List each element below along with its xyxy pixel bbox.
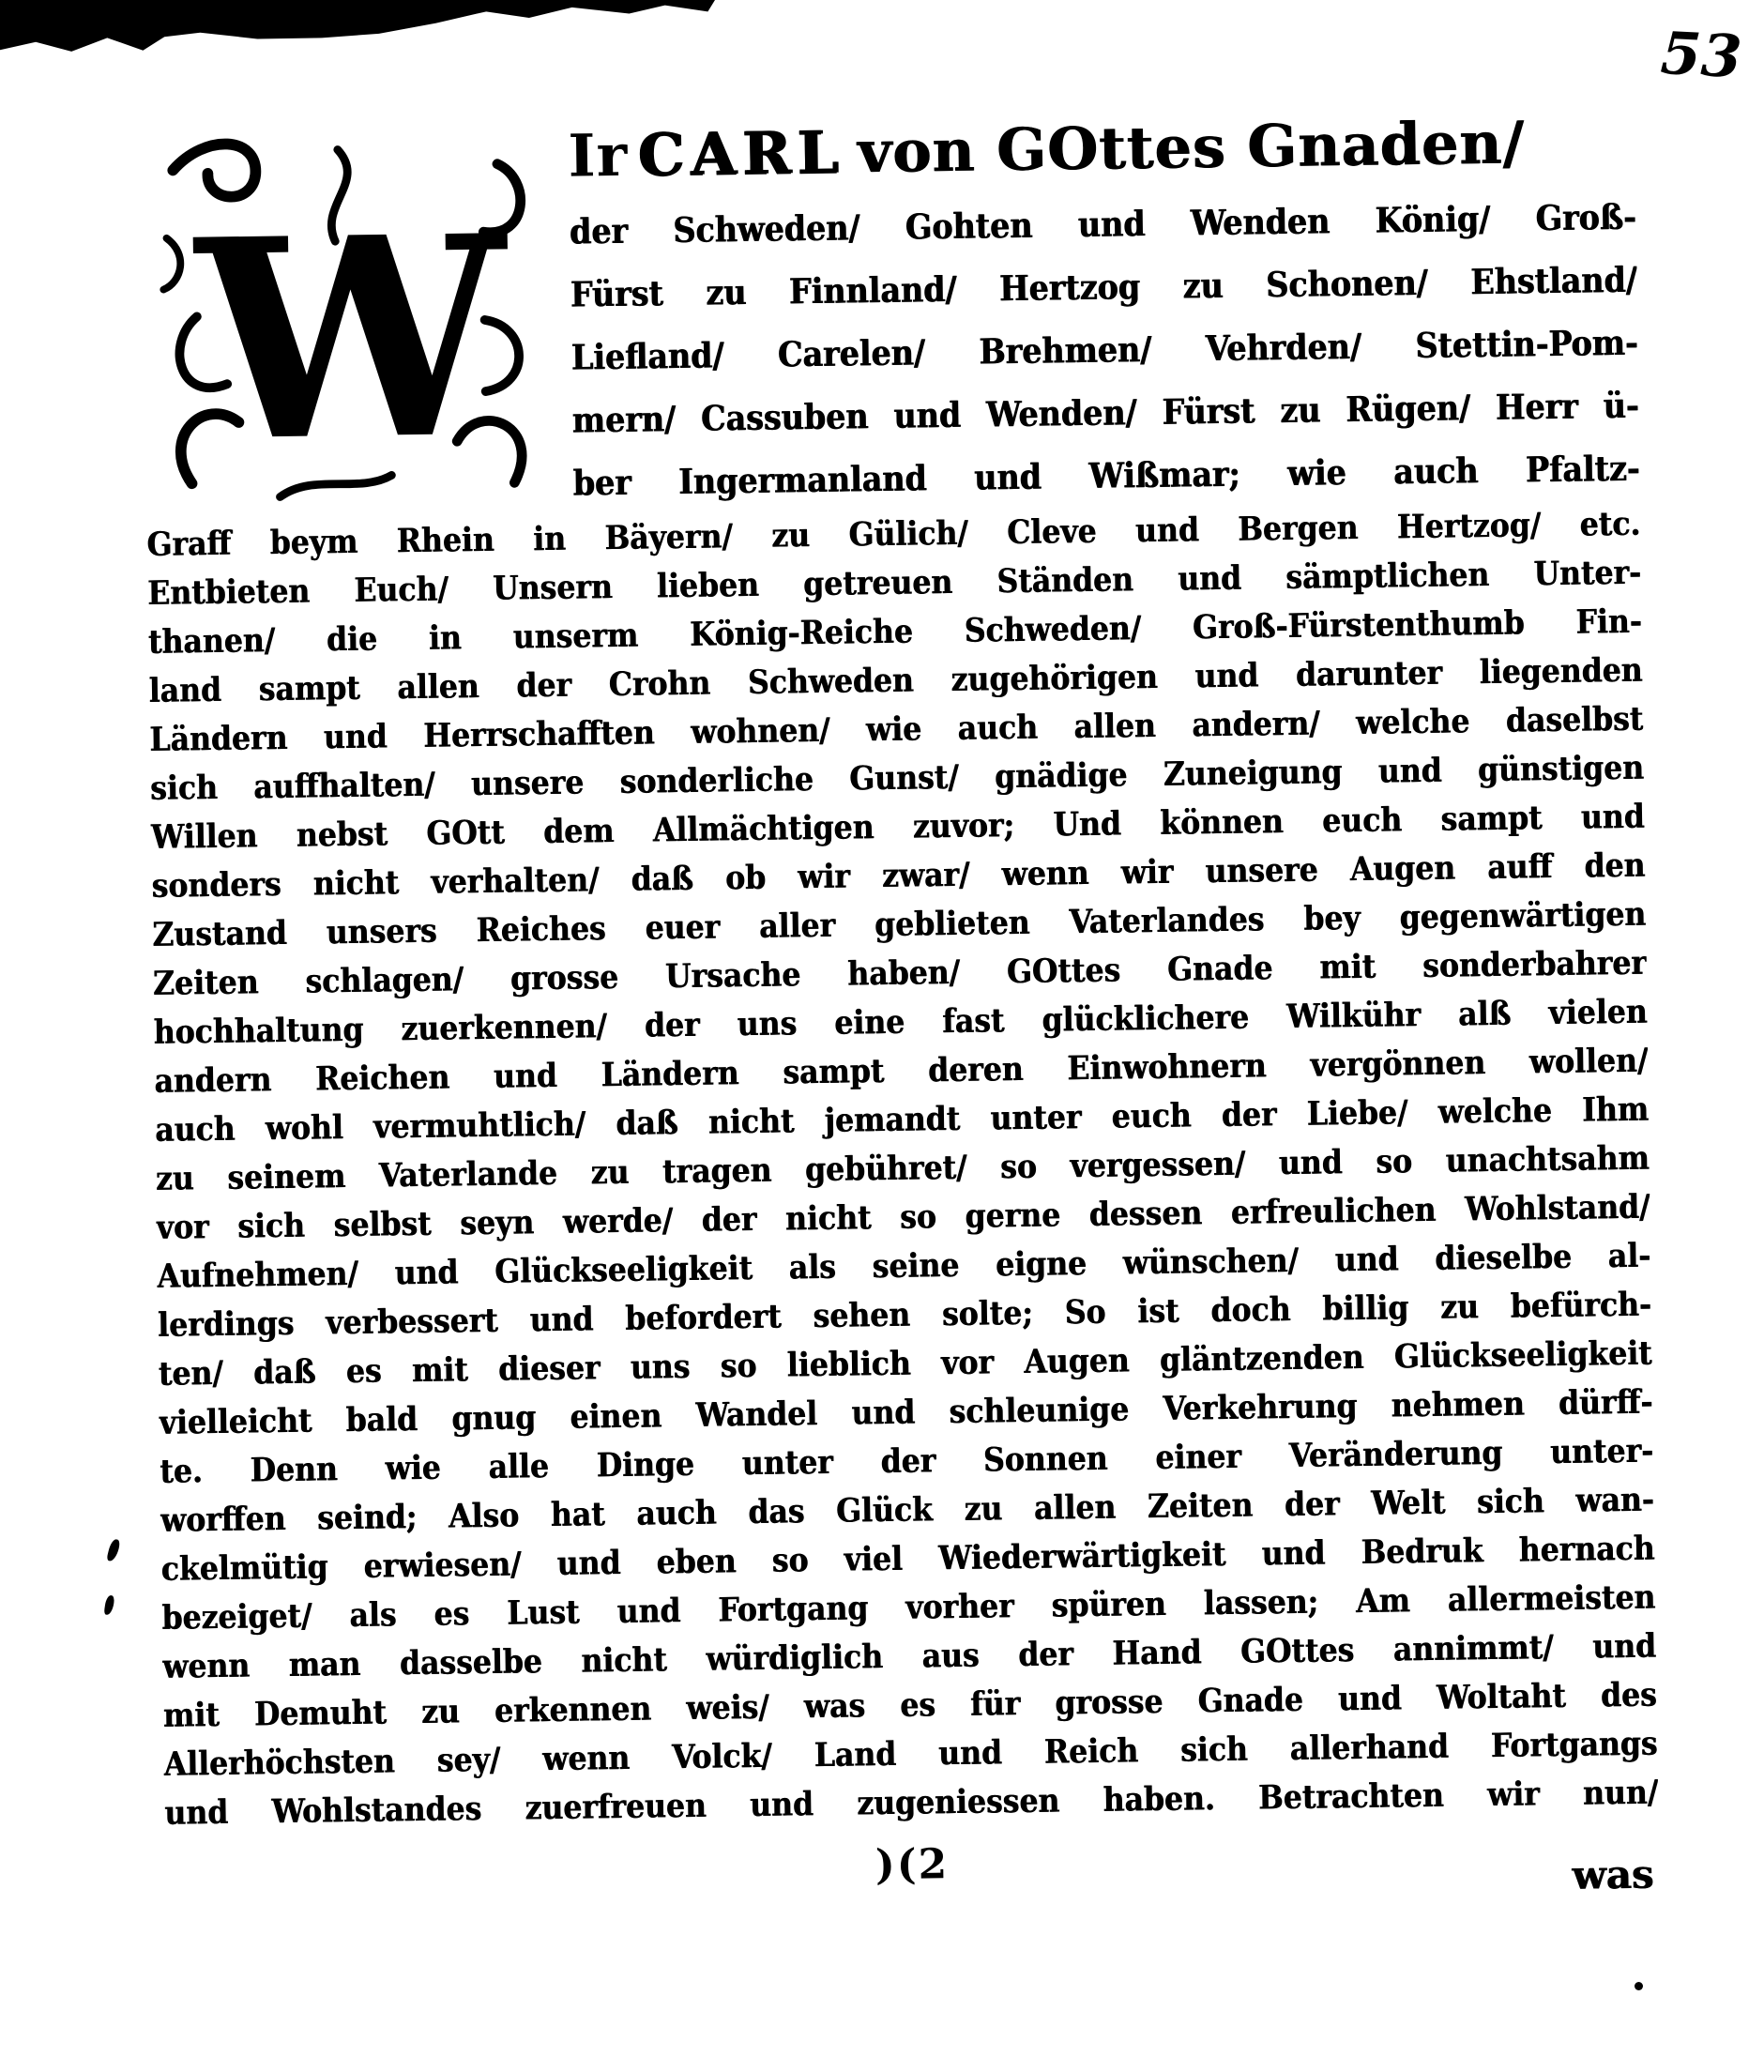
body-line: ten/ daß es mit dieser uns so lieblich vor Augen gläntzenden Glückseeligkeit	[158, 1333, 1652, 1394]
royal-name: CARL	[636, 117, 845, 190]
masthead-line1-suffix: von GOttes Gnaden/	[857, 108, 1526, 187]
body-line: land sampt allen der Crohn Schweden zugehörigen und darunter liegenden	[148, 650, 1643, 710]
royal-intitulatio	[141, 97, 1640, 521]
body-line: lerdings verbessert und befordert sehen solte; So ist doch billig zu befürch-	[157, 1285, 1652, 1345]
title-line: Fürst zu Finnland/ Hertzog zu Schonen/ Ehstland/	[570, 258, 1637, 315]
body-line: auch wohl vermuhtlich/ daß nicht jemandt unter euch der Liebe/ welche Ihm	[154, 1089, 1650, 1150]
title-line: ber Ingermanland und Wißmar; wie auch Pfaltz-	[572, 447, 1640, 504]
body-line: mit Demuht zu erkennen weis/ was es für grosse Gnade und Woltaht des	[162, 1675, 1657, 1735]
catchword: was	[1571, 1851, 1654, 1898]
body-line: Willen nebst GOtt dem Allmächtigen zuvor; Und können euch sampt und	[150, 797, 1645, 857]
masthead-line1-prefix: Ir	[568, 120, 629, 190]
body-line: zu seinem Vaterlande zu tragen gebühret/ so vergessen/ und so unachtsahm	[155, 1138, 1650, 1198]
body-line: und Wohlstandes zuerfreuen und zugeniessen haben. Betrachten wir nun/	[163, 1773, 1659, 1833]
body-line: ckelmütig erwiesen/ und eben so viel Wiederwärtigkeit und Bedruk hernach	[160, 1529, 1655, 1589]
masthead-lines	[568, 97, 1640, 515]
body-line: wenn man dasselbe nicht würdiglich aus der Hand GOttes annimmt/ und	[161, 1626, 1657, 1686]
printed-text-block	[141, 97, 1660, 1927]
body-line: andern Reichen und Ländern sampt deren Einwohnern vergönnen wollen/	[154, 1041, 1649, 1101]
drop-cap-initial: W	[194, 175, 509, 504]
title-line: Liefland/ Carelen/ Brehmen/ Vehrden/ Stettin-Pom-	[570, 321, 1638, 378]
body-line: worffen seind; Also hat auch das Glück zu allen Zeiten der Welt sich wan-	[160, 1480, 1655, 1540]
body-line: Entbieten Euch/ Unsern lieben getreuen Ständen und sämptlichen Unter-	[146, 553, 1642, 613]
proclamation-body	[146, 500, 1658, 1838]
drop-cap-ornament	[141, 123, 561, 521]
body-line: Aufnehmen/ und Glückseeligkeit als seine eigne wünschen/ und dieselbe al-	[156, 1236, 1651, 1296]
page-footer	[165, 1831, 1660, 1927]
body-line: hochhaltung zuerkennen/ der uns eine fast glücklichere Wilkühr alß vielen	[153, 992, 1648, 1052]
title-line: mern/ Cassuben und Wenden/ Fürst zu Rügen/ Herr ü-	[571, 384, 1639, 441]
ink-speck	[104, 1594, 115, 1615]
body-line: Zeiten schlagen/ grosse Ursache haben/ GOttes Gnade mit sonderbahrer	[152, 943, 1648, 1003]
signature-mark: )(2	[874, 1840, 950, 1890]
body-line: Graff beym Rhein in Bäyern/ zu Gülich/ Cleve und Bergen Hertzog/ etc.	[146, 504, 1641, 564]
ink-speck	[106, 1538, 121, 1562]
drop-cap-woodcut	[141, 123, 561, 521]
body-line: Ländern und Herrschafften wohnen/ wie auch allen andern/ welche daselbst	[148, 699, 1644, 759]
torn-page-edge	[0, 0, 715, 53]
body-line: bezeiget/ als es Lust und Fortgang vorher spüren lassen; Am allermeisten	[161, 1577, 1656, 1638]
body-line: Allerhöchsten sey/ wenn Volck/ Land und Reich sich allerhand Fortgangs	[163, 1724, 1658, 1784]
body-line: Zustand unsers Reiches euer aller geblieten Vaterlandes bey gegenwärtigen	[151, 894, 1647, 954]
ink-speck	[1635, 1982, 1643, 1990]
body-line: vor sich selbst seyn werde/ der nicht so gerne dessen erfreulichen Wohlstand/	[156, 1187, 1650, 1247]
title-line: der Schweden/ Gohten und Wenden König/ Groß-	[569, 195, 1636, 252]
masthead-line-1	[568, 97, 1635, 201]
body-line: vielleicht bald gnug einen Wandel und schleunige Verkehrung nehmen dürff-	[159, 1382, 1653, 1442]
body-line: sich auffhalten/ unsere sonderliche Gunst/ gnädige Zuneigung und günstigen	[149, 748, 1645, 808]
page-number: 53	[1659, 18, 1744, 92]
body-line: sonders nicht verhalten/ daß ob wir zwar/ wenn wir unsere Augen auff den	[151, 846, 1646, 906]
body-line: thanen/ die in unserm König-Reiche Schweden/ Groß-Fürstenthumb Fin-	[147, 602, 1642, 662]
body-line: te. Denn wie alle Dinge unter der Sonnen einer Veränderung unter-	[159, 1431, 1654, 1491]
